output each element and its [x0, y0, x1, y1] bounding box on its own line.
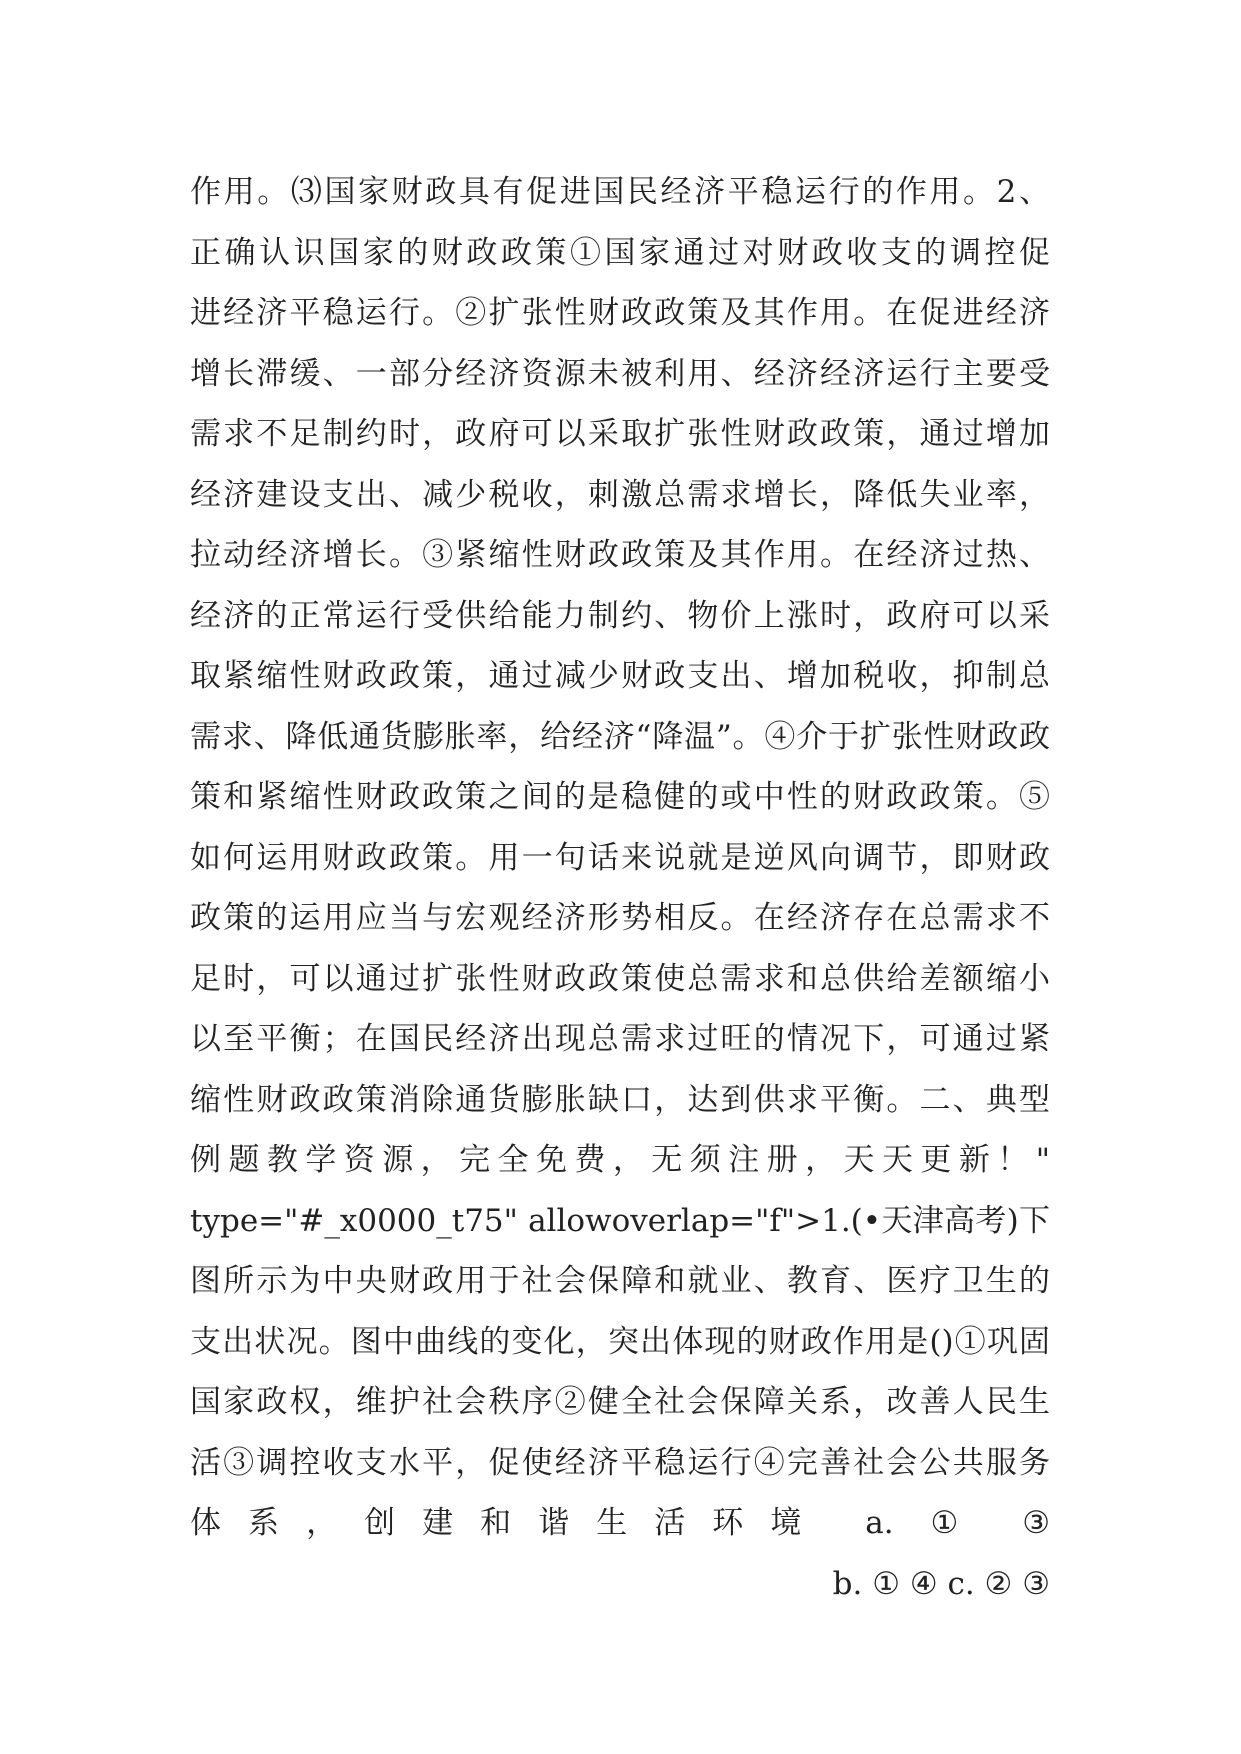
text-line: 活③调控收支水平，促使经济平稳运行④完善社会公共服务: [190, 1444, 1050, 1481]
text-line: 取紧缩性财政政策，通过减少财政支出、增加税收，抑制总: [190, 658, 1050, 694]
text-line: 拉动经济增长。③紧缩性财政政策及其作用。在经济过热、: [190, 537, 1050, 573]
text-line: 足时，可以通过扩张性财政政策使总需求和总供给差额缩小: [190, 960, 1050, 997]
text-line: 作用。⑶国家财政具有促进国民经济平稳运行的作用。2、: [190, 174, 1050, 210]
text-line: 策和紧缩性财政政策之间的是稳健的或中性的财政政策。⑤: [190, 779, 1050, 815]
text-line: 正确认识国家的财政政策①国家通过对财政收支的调控促: [190, 234, 1050, 271]
body-text: [190, 162, 1050, 1614]
text-line: 需求、降低通货膨胀率，给经济“降温”。④介于扩张性财政政: [190, 718, 1050, 755]
text-line: 体系，创建和谐生活环境 a. ① ③: [190, 1505, 1050, 1541]
text-line: 需求不足制约时，政府可以采取扩张性财政政策，通过增加: [190, 416, 1050, 452]
text-line: 缩性财政政策消除通货膨胀缺口，达到供求平衡。二、典型: [190, 1081, 1050, 1118]
text-line: b. ① ④ c. ② ③: [832, 1565, 1050, 1602]
text-line: 政策的运用应当与宏观经济形势相反。在经济存在总需求不: [190, 900, 1050, 936]
text-line: 增长滞缓、一部分经济资源未被利用、经济经济运行主要受: [190, 355, 1050, 392]
text-line: type="#_x0000_t75" allowoverlap="f">1.(•天津高考)下: [190, 1202, 1050, 1239]
text-line: 如何运用财政政策。用一句话来说就是逆风向调节，即财政: [190, 839, 1050, 876]
text-line: 国家政权，维护社会秩序②健全社会保障关系，改善人民生: [190, 1384, 1050, 1420]
text-line: 以至平衡；在国民经济出现总需求过旺的情况下，可通过紧: [190, 1021, 1050, 1057]
text-line: 进经济平稳运行。②扩张性财政政策及其作用。在促进经济: [190, 295, 1050, 331]
text-line: 经济的正常运行受供给能力制约、物价上涨时，政府可以采: [190, 597, 1050, 634]
text-line: 经济建设支出、减少税收，刺激总需求增长，降低失业率，: [190, 476, 1050, 513]
text-line: 图所示为中央财政用于社会保障和就业、教育、医疗卫生的: [190, 1263, 1050, 1299]
text-line: 支出状况。图中曲线的变化，突出体现的财政作用是()①巩固: [190, 1323, 1050, 1360]
text-line: 例题教学资源，完全免费，无须注册，天天更新！": [190, 1142, 1050, 1178]
